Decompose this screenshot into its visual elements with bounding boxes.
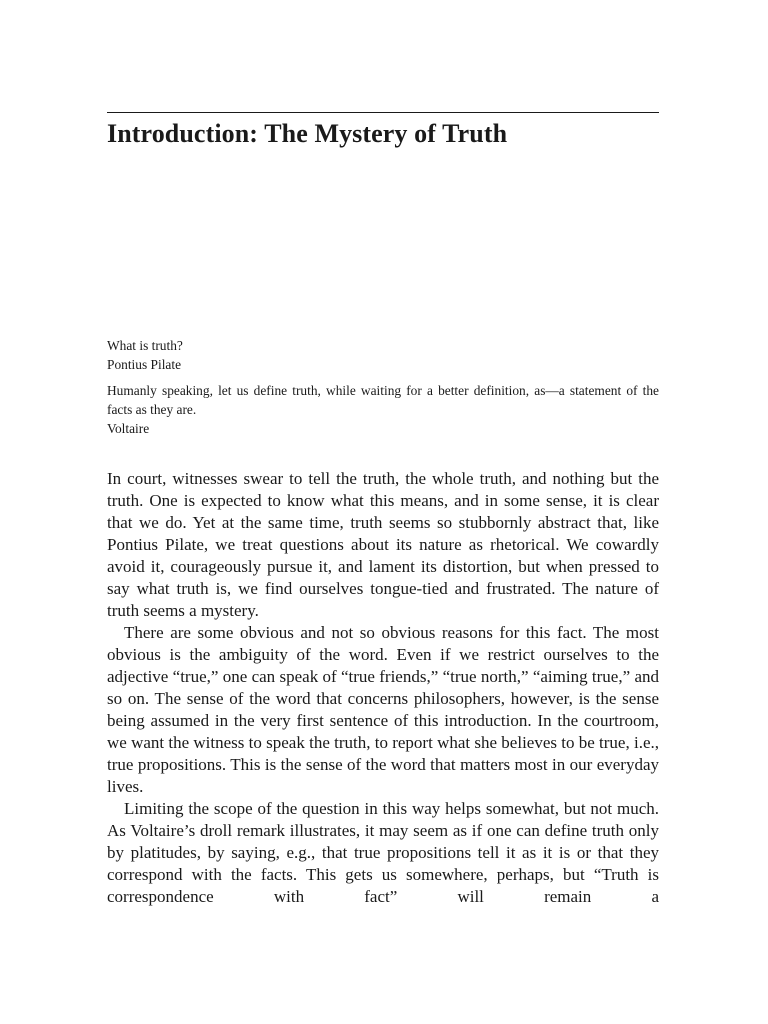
chapter-title: Introduction: The Mystery of Truth <box>107 119 508 148</box>
body-text <box>107 468 659 908</box>
epigraphs <box>107 336 659 438</box>
epigraph-quote: What is truth? <box>107 338 183 353</box>
epigraph-quote: Humanly speaking, let us define truth, while waiting for a better definition, as—a statement of the facts as they are. <box>107 383 659 417</box>
epigraph-attribution: Voltaire <box>107 421 150 436</box>
epigraph-voltaire <box>107 381 659 438</box>
body-paragraph: In court, witnesses swear to tell the truth, the whole truth, and nothing but the truth. One is expected to know what this means, and in some sense, it is clear that we do. Yet at the same time, truth seems so stubbornly abstract that, like Pontius Pilate, we treat questions about its nature as rhetorical. We cowardly avoid it, courageously pursue it, and lament its distortion, but when pressed to say what truth is, we find ourselves tongue-tied and frustrated. The nature of truth seems a mystery. <box>107 469 659 620</box>
body-paragraph: Limiting the scope of the question in this way helps somewhat, but not much. As Voltaire’s droll remark illustrates, it may seem as if one can define truth only by platitudes, by saying, e.g., that true propositions tell it as it is or that they correspond with the facts. This gets us somewhere, perhaps, but “Truth is correspondence with fact” will remain a <box>107 799 659 906</box>
epigraph-pilate <box>107 336 659 374</box>
body-paragraph: There are some obvious and not so obvious reasons for this fact. The most obvious is the ambiguity of the word. Even if we restrict ourselves to the adjective “true,” one can speak of “true friends,” “true north,” “aiming true,” and so on. The sense of the word that concerns philosophers, however, is the sense being assumed in the very first sentence of this introduction. In the courtroom, we want the witness to speak the truth, to report what she believes to be true, i.e., true propositions. This is the sense of the word that matters most in our everyday lives. <box>107 623 659 796</box>
chapter-rule <box>107 112 659 113</box>
epigraph-attribution: Pontius Pilate <box>107 357 182 372</box>
